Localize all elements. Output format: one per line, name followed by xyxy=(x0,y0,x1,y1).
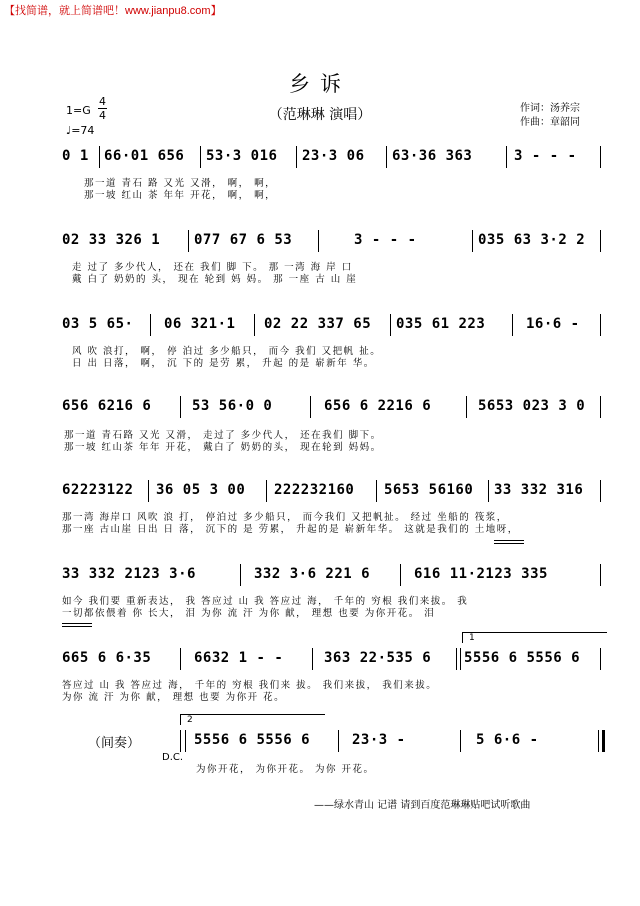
barline xyxy=(600,230,601,252)
measure: 656 6 2216 6 xyxy=(324,398,432,414)
transcriber-footer: ——绿水青山 记谱 请到百度范琳琳贴吧试听歌曲 xyxy=(314,800,531,811)
barline xyxy=(488,480,489,502)
measure: 33 332 2123 3·6 xyxy=(62,566,196,582)
measure: 6632 1 - - xyxy=(194,650,284,666)
barline xyxy=(466,396,467,418)
measure: 656 6216 6 xyxy=(62,398,152,414)
barline xyxy=(338,730,339,752)
first-ending-bracket: 1 xyxy=(462,632,607,643)
lyric-line: 走 过了 多少代人， 还在 我们 脚 下。 那 一湾 海 岸 口 xyxy=(72,262,353,273)
barline xyxy=(310,396,311,418)
lyric-line: 那一坡 红山茶 年年 开花， 戴白了 奶奶的头， 现在轮到 妈妈。 xyxy=(64,442,382,453)
composer: 作曲：章韶同 xyxy=(520,117,580,128)
measure: 665 6 6·35 xyxy=(62,650,152,666)
barline xyxy=(180,730,181,752)
barline xyxy=(598,730,599,752)
lyric-line: 那一座 古山崖 日出 日 落， 沉下的 是 劳累， 升起的是 崭新年华。 这就是我们的 土地呀， xyxy=(62,524,519,535)
song-title: 乡诉 xyxy=(289,72,351,96)
measure: 616 11·2123 335 xyxy=(414,566,548,582)
barline xyxy=(148,480,149,502)
barline xyxy=(600,648,601,670)
lyric-line: 那一湾 海岸口 风吹 浪 打， 停泊过 多少船只， 而今我们 又把帆扯。 经过 坐船的 筏浆， xyxy=(62,512,508,523)
time-signature-bottom: 4 xyxy=(99,109,106,122)
lyric-line: 日 出 日落， 啊， 沉 下的 是劳 累， 升起 的是 崭新年 华。 xyxy=(72,358,375,369)
barline xyxy=(99,146,100,168)
barline xyxy=(506,146,507,168)
barline xyxy=(600,480,601,502)
tempo-mark: ♩=74 xyxy=(66,124,95,137)
barline xyxy=(188,230,189,252)
measure: 66·01 656 xyxy=(104,148,185,164)
repeat-underline xyxy=(494,543,524,544)
lyric-line: 那一坡 红山 茶 年年 开花， 啊， 啊， xyxy=(84,190,277,201)
lyric-line: 如今 我们要 重新表达， 我 答应过 山 我 答应过 海， 千年的 穷根 我们来拔。 我 xyxy=(62,596,469,607)
barline xyxy=(400,564,401,586)
time-signature-top: 4 xyxy=(99,95,106,108)
measure: 5556 6 5556 6 xyxy=(464,650,581,666)
da-capo-mark: D.C. xyxy=(162,752,184,763)
measure: 0 1 xyxy=(62,148,89,164)
measure: 62223122 xyxy=(62,482,134,498)
measure: 3 - - - xyxy=(514,148,577,164)
barline xyxy=(376,480,377,502)
barline xyxy=(312,648,313,670)
interlude-label: （间奏） xyxy=(88,736,141,751)
measure: 5556 6 5556 6 xyxy=(194,732,311,748)
lyric-line: 戴 白了 奶奶的 头， 现在 轮到 妈 妈。 那 一座 古 山 崖 xyxy=(72,274,358,285)
measure: 53 56·0 0 xyxy=(192,398,273,414)
lyric-line: 为你开花， 为你开花。 为你 开花。 xyxy=(196,764,375,775)
measure: 33 332 316 xyxy=(494,482,584,498)
lyric-line: 那一道 青石 路 又光 又滑， 啊， 啊， xyxy=(84,178,277,189)
barline xyxy=(600,146,601,168)
barline xyxy=(266,480,267,502)
lyric-line: 为你 流 汗 为你 献， 理想 也要 为你开 花。 xyxy=(62,692,286,703)
barline xyxy=(150,314,151,336)
measure: 53·3 016 xyxy=(206,148,278,164)
measure: 02 33 326 1 xyxy=(62,232,161,248)
lyric-line: 答应过 山 我 答应过 海， 千年的 穷根 我们来 拔。 我们来拔， 我们来拔。 xyxy=(62,680,438,691)
measure: 3 - - - xyxy=(354,232,417,248)
site-banner: 【找简谱，就上简谱吧！www.jianpu8.com】 xyxy=(4,5,222,17)
barline xyxy=(240,564,241,586)
measure: 06 321·1 xyxy=(164,316,236,332)
credits xyxy=(520,102,580,130)
lyricist: 作词：汤养宗 xyxy=(520,103,580,114)
measure: 363 22·535 6 xyxy=(324,650,432,666)
measure: 16·6 - xyxy=(526,316,580,332)
lyric-line: 那一道 青石路 又光 又滑， 走过了 多少代人， 还在我们 脚下。 xyxy=(64,430,382,441)
barline xyxy=(200,146,201,168)
barline xyxy=(254,314,255,336)
measure: 035 61 223 xyxy=(396,316,486,332)
barline xyxy=(460,648,461,670)
measure: 332 3·6 221 6 xyxy=(254,566,371,582)
measure: 63·36 363 xyxy=(392,148,473,164)
barline xyxy=(600,396,601,418)
measure: 5 6·6 - xyxy=(476,732,539,748)
key-signature: 1=G xyxy=(66,104,91,117)
measure: 36 05 3 00 xyxy=(156,482,246,498)
time-signature xyxy=(98,96,107,121)
barline xyxy=(296,146,297,168)
measure: 23·3 - xyxy=(352,732,406,748)
repeat-underline xyxy=(494,540,524,541)
second-ending-bracket: 2 xyxy=(180,714,325,725)
barline xyxy=(460,730,461,752)
barline xyxy=(180,396,181,418)
lyric-line: 一切都依偎着 你 长大， 泪 为你 流 汗 为你 献， 理想 也要 为你开花。 泪 xyxy=(62,608,436,619)
lyric-line: 风 吹 浪打， 啊， 停 泊过 多少船只， 而今 我们 又把帆 扯。 xyxy=(72,346,382,357)
final-barline xyxy=(602,730,605,752)
measure: 077 67 6 53 xyxy=(194,232,293,248)
barline xyxy=(512,314,513,336)
barline xyxy=(386,146,387,168)
barline xyxy=(472,230,473,252)
barline xyxy=(600,564,601,586)
measure: 5653 56160 xyxy=(384,482,474,498)
barline xyxy=(318,230,319,252)
barline xyxy=(600,314,601,336)
repeat-underline xyxy=(62,626,92,627)
measure: 23·3 06 xyxy=(302,148,365,164)
measure: 02 22 337 65 xyxy=(264,316,372,332)
repeat-underline xyxy=(62,623,92,624)
measure: 03 5 65· xyxy=(62,316,134,332)
barline xyxy=(390,314,391,336)
performer-line: （范琳琳 演唱） xyxy=(268,107,372,123)
measure: 035 63 3·2 2 xyxy=(478,232,586,248)
measure: 222232160 xyxy=(274,482,355,498)
measure: 5653 023 3 0 xyxy=(478,398,586,414)
barline xyxy=(456,648,457,670)
barline xyxy=(180,648,181,670)
barline xyxy=(185,730,186,752)
